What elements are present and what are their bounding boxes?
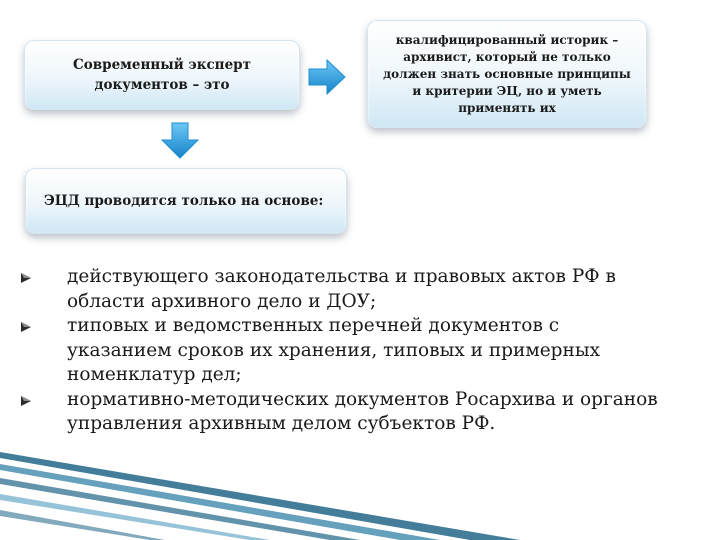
basis-heading-text: ЭЦД проводится только на основе:	[44, 193, 324, 209]
triangle-bullet-icon	[20, 272, 32, 284]
list-item-text: действующего законодательства и правовых актов РФ в области архивного дело и ДОУ;	[67, 266, 616, 312]
expert-definition-text: Современный эксперт документов – это	[73, 57, 251, 93]
list-item	[20, 265, 660, 314]
historian-definition-box	[367, 20, 647, 128]
arrow-down-icon	[160, 122, 200, 160]
basis-heading-box	[25, 168, 347, 234]
list-item-text: типовых и ведомственных перечней документов с указанием сроков их хранения, типовых и примерных номенклатур дел;	[67, 315, 601, 385]
historian-definition-text: квалифицированный историк – архивист, который не только должен знать основные принципы и критерии ЭЦ, но и уметь применять их	[383, 32, 631, 115]
list-item-text: нормативно-методических документов Росархива и органов управления архивным делом субъектов РФ.	[67, 388, 658, 434]
basis-bullet-list	[20, 265, 660, 437]
triangle-bullet-icon	[20, 395, 32, 407]
list-item	[20, 314, 660, 388]
footer-stripes-decoration	[0, 450, 720, 540]
triangle-bullet-icon	[20, 321, 32, 333]
expert-definition-box	[24, 40, 300, 110]
list-item	[20, 388, 660, 437]
arrow-right-icon	[307, 57, 347, 97]
